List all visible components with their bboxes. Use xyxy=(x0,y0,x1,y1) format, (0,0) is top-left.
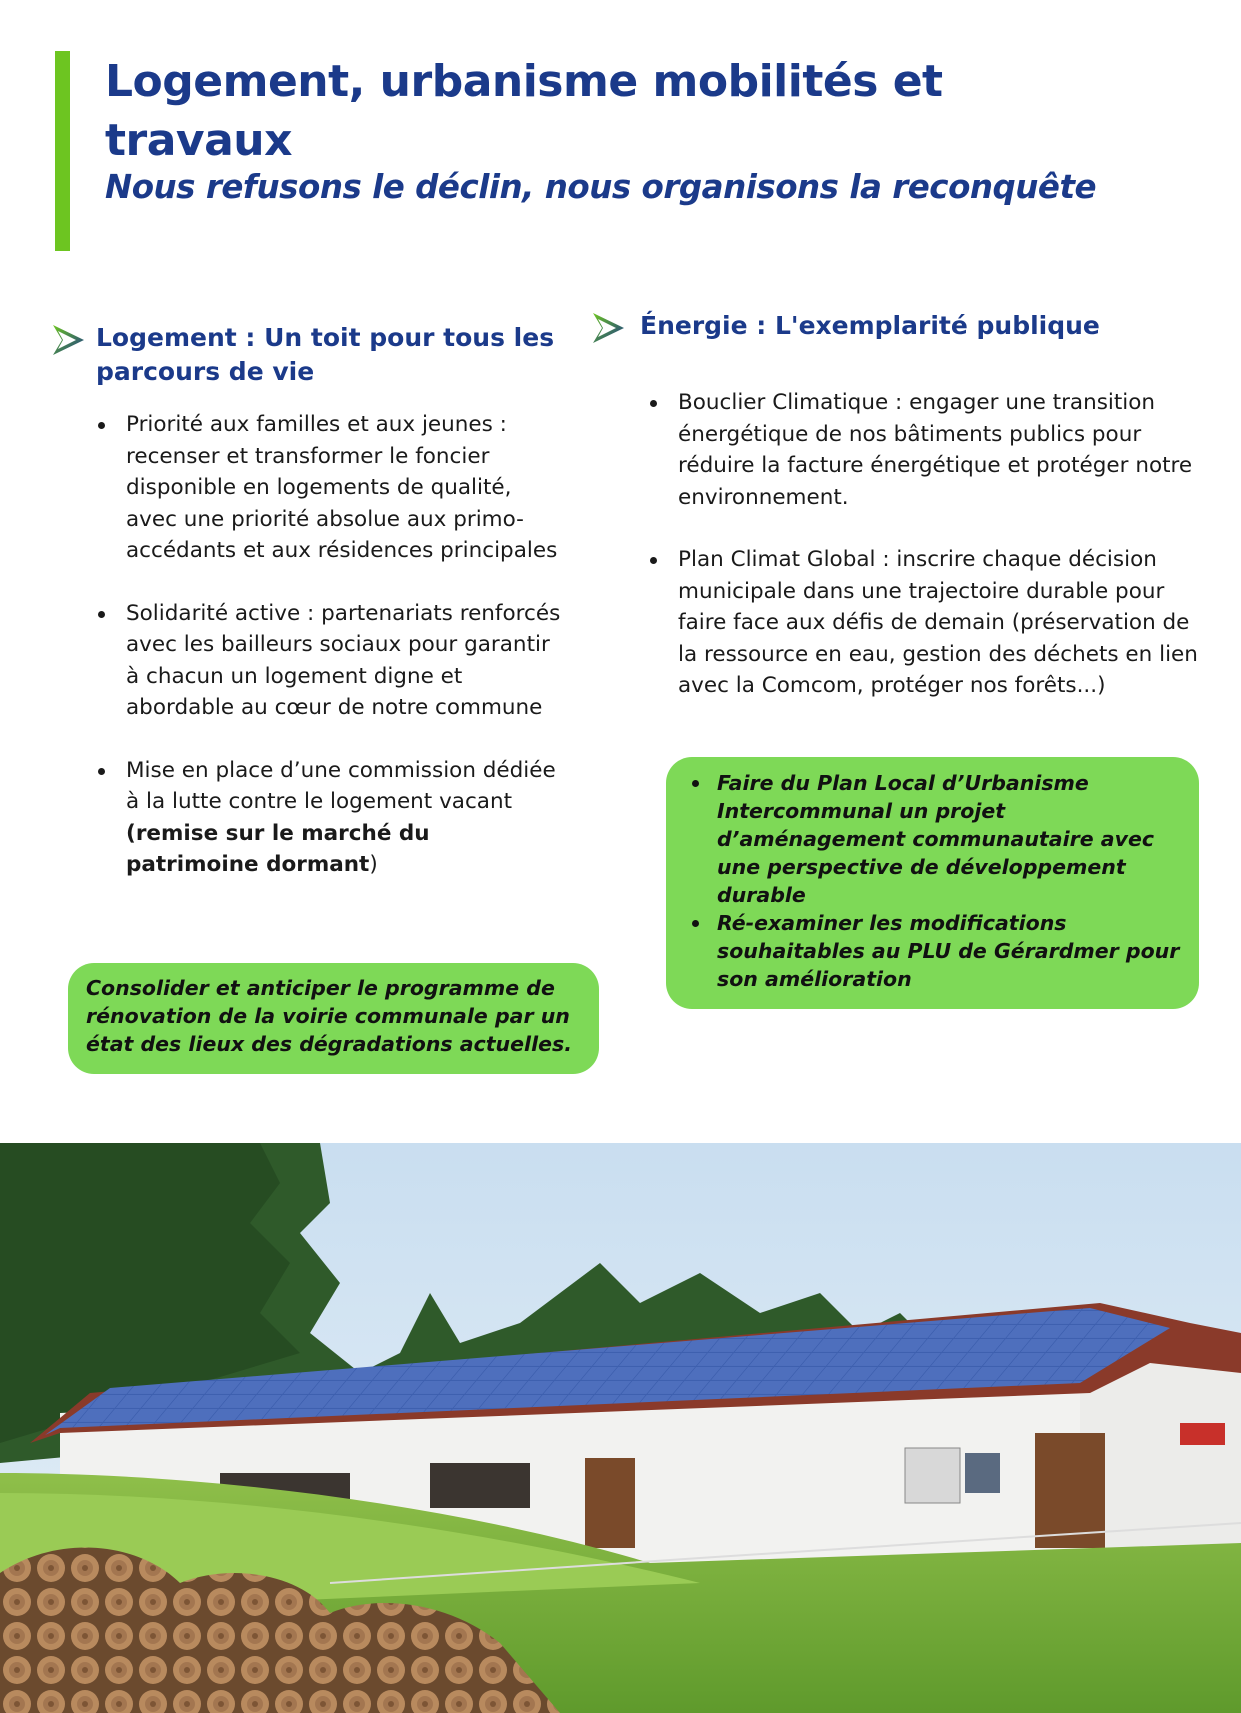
logement-list xyxy=(96,409,566,881)
list-item: Faire du Plan Local d’Urbanisme Intercommunal un projet d’aménagement communautaire avec une perspective de développement durable xyxy=(687,769,1185,909)
section-energie-header xyxy=(590,309,1190,347)
highlight-box-plu xyxy=(666,757,1199,1009)
list-item: Mise en place d’une commission dédiée à la lutte contre le logement vacant (remise sur le marché du patrimoine dormant) xyxy=(96,755,566,881)
list-item: Bouclier Climatique : engager une transition énergétique de nos bâtiments publics pour réduire la facture énergétique et protéger notre environnement. xyxy=(648,387,1208,513)
chevron-right-icon xyxy=(50,321,88,359)
list-item: Solidarité active : partenariats renforcés avec les bailleurs sociaux pour garantir à chacun un logement digne et abordable au cœur de notre commune xyxy=(96,598,566,724)
accent-bar xyxy=(55,51,70,251)
highlight-list xyxy=(687,769,1185,993)
page-title: Logement, urbanisme mobilités et travaux xyxy=(105,56,943,166)
section-energie-title: Énergie : L'exemplarité publique xyxy=(640,311,1100,340)
list-item: Priorité aux familles et aux jeunes : recenser et transformer le foncier disponible en logements de qualité, avec une priorité absolue aux primo-accédants et aux résidences principales xyxy=(96,409,566,567)
section-logement-title: Logement : Un toit pour tous les parcours de vie xyxy=(96,323,555,386)
bold-text: (remise sur le marché du patrimoine dormant xyxy=(126,820,430,877)
highlight-text: Consolider et anticiper le programme de rénovation de la voirie communale par un état des lieux des dégradations actuelles. xyxy=(86,976,572,1056)
section-logement-header xyxy=(50,321,570,389)
list-item: Ré-examiner les modifications souhaitables au PLU de Gérardmer pour son amélioration xyxy=(687,909,1185,993)
list-item: Plan Climat Global : inscrire chaque décision municipale dans une trajectoire durable pour faire face aux défis de demain (préservation de la ressource en eau, gestion des déchets en lien avec la Comcom, protéger nos forêts...) xyxy=(648,544,1208,702)
chevron-right-icon xyxy=(590,309,628,347)
energie-list xyxy=(648,387,1208,702)
page-subtitle: Nous refusons le déclin, nous organisons la reconquête xyxy=(105,168,1097,206)
highlight-box-voirie xyxy=(68,963,599,1074)
solar-roof-building-photo xyxy=(0,1143,1241,1713)
